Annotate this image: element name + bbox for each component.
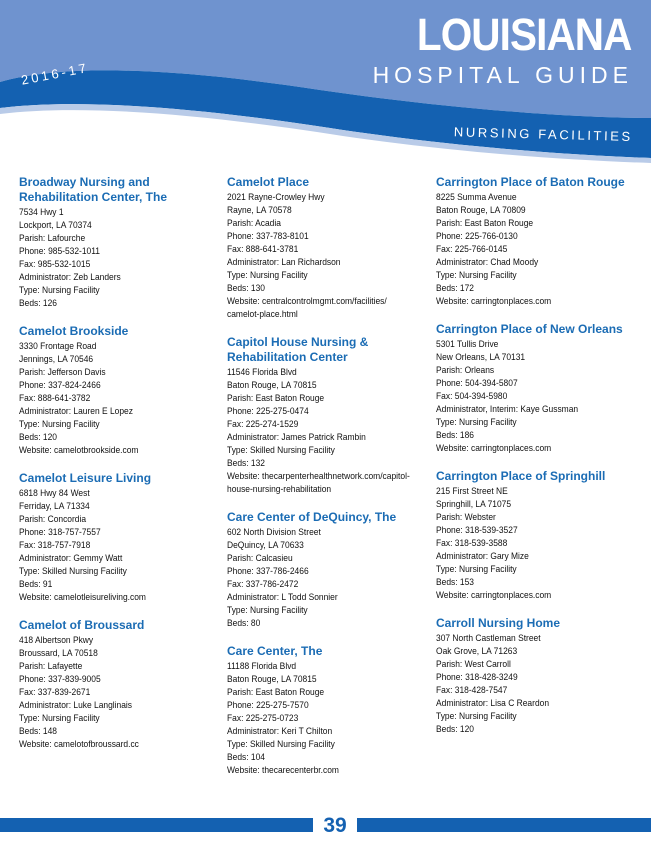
facility-detail: Type: Nursing Facility xyxy=(436,269,517,280)
facility-detail: Parish: Lafourche xyxy=(19,232,86,243)
listing-column-2 xyxy=(227,175,427,791)
facility-entry xyxy=(19,175,219,309)
facility-detail: Baton Rouge, LA 70815 xyxy=(227,673,317,684)
facility-entry xyxy=(436,322,636,454)
facility-name: Camelot of Broussard xyxy=(19,618,145,632)
listing-column-3 xyxy=(436,175,636,750)
facility-detail: 307 North Castleman Street xyxy=(436,632,541,643)
page-number: 39 xyxy=(323,814,347,837)
facility-detail: 3330 Frontage Road xyxy=(19,340,97,351)
facility-entry xyxy=(227,175,427,320)
facility-detail: Fax: 337-839-2671 xyxy=(19,686,91,697)
facility-detail: Type: Nursing Facility xyxy=(19,418,100,429)
facility-detail: 5301 Tullis Drive xyxy=(436,338,499,349)
facility-name: Carroll Nursing Home xyxy=(436,616,561,630)
facility-detail: Lockport, LA 70374 xyxy=(19,219,92,230)
facility-detail: Beds: 126 xyxy=(19,297,58,308)
page-header xyxy=(0,0,651,165)
facility-detail: Fax: 888-641-3782 xyxy=(19,392,91,403)
facility-detail: Type: Nursing Facility xyxy=(227,269,308,280)
facility-entry xyxy=(19,324,219,456)
facility-detail: Website: centralcontrolmgmt.com/facilities/ xyxy=(227,295,387,306)
facility-entry xyxy=(227,644,427,776)
facility-detail: Beds: 130 xyxy=(227,282,266,293)
facility-detail: Ferriday, LA 71334 xyxy=(19,500,90,511)
facility-detail: Baton Rouge, LA 70815 xyxy=(227,379,317,390)
facility-detail: Parish: Concordia xyxy=(19,513,87,524)
facility-detail: Parish: West Carroll xyxy=(436,658,511,669)
facility-detail: Type: Nursing Facility xyxy=(436,416,517,427)
facility-detail: Administrator: Lauren E Lopez xyxy=(19,405,133,416)
facility-detail: Phone: 318-539-3527 xyxy=(436,524,518,535)
facility-detail: Fax: 225-274-1529 xyxy=(227,418,299,429)
facility-detail: Type: Skilled Nursing Facility xyxy=(19,565,127,576)
facility-detail: Fax: 985-532-1015 xyxy=(19,258,91,269)
facility-detail: Fax: 888-641-3781 xyxy=(227,243,299,254)
facility-detail: Administrator: Keri T Chilton xyxy=(227,725,333,736)
facility-detail: Beds: 153 xyxy=(436,576,475,587)
guide-title: LOUISIANA xyxy=(416,9,631,60)
facility-name: Carrington Place of New Orleans xyxy=(436,322,623,336)
facility-detail: Website: carringtonplaces.com xyxy=(436,295,552,306)
facility-detail: Administrator: Luke Langlinais xyxy=(19,699,133,710)
facility-detail: Beds: 148 xyxy=(19,725,58,736)
facility-detail: Website: camelotbrookside.com xyxy=(19,444,139,455)
facility-name: Capitol House Nursing & xyxy=(227,335,369,349)
page-footer xyxy=(0,816,651,836)
facility-detail: Parish: East Baton Rouge xyxy=(436,217,534,228)
facility-detail: Beds: 80 xyxy=(227,617,261,628)
facility-detail: Beds: 91 xyxy=(19,578,53,589)
facility-detail: Fax: 318-757-7918 xyxy=(19,539,91,550)
facility-detail: Phone: 225-275-0474 xyxy=(227,405,309,416)
footer-bar-left xyxy=(0,818,313,832)
facility-detail: 2021 Rayne-Crowley Hwy xyxy=(227,191,325,202)
facility-detail: Phone: 225-766-0130 xyxy=(436,230,518,241)
facility-name: Carrington Place of Baton Rouge xyxy=(436,175,625,189)
facility-detail: Type: Skilled Nursing Facility xyxy=(227,444,335,455)
facility-detail: Phone: 318-757-7557 xyxy=(19,526,101,537)
listing-column-1 xyxy=(19,175,219,765)
facility-detail: Parish: East Baton Rouge xyxy=(227,686,325,697)
facility-detail: 6818 Hwy 84 West xyxy=(19,487,90,498)
facility-detail: Phone: 504-394-5807 xyxy=(436,377,518,388)
facility-detail: Parish: Calcasieu xyxy=(227,552,293,563)
facility-detail: Baton Rouge, LA 70809 xyxy=(436,204,526,215)
facility-detail: Beds: 186 xyxy=(436,429,475,440)
facility-detail: Phone: 337-839-9005 xyxy=(19,673,101,684)
facility-detail: Beds: 104 xyxy=(227,751,266,762)
footer-bar-right xyxy=(357,818,651,832)
facility-detail: Administrator: L Todd Sonnier xyxy=(227,591,338,602)
facility-detail: Phone: 985-532-1011 xyxy=(19,245,101,256)
facility-detail: Type: Nursing Facility xyxy=(19,284,100,295)
facility-detail: Springhill, LA 71075 xyxy=(436,498,512,509)
facility-entry xyxy=(436,175,636,307)
facility-detail: Website: camelotofbroussard.cc xyxy=(19,738,139,749)
facility-detail: Oak Grove, LA 71263 xyxy=(436,645,518,656)
facility-name: Camelot Place xyxy=(227,175,310,189)
facility-entry xyxy=(19,618,219,750)
facility-entry xyxy=(436,469,636,601)
facility-detail: New Orleans, LA 70131 xyxy=(436,351,526,362)
facility-entry xyxy=(19,471,219,603)
facility-name: Care Center of DeQuincy, The xyxy=(227,510,397,524)
facility-detail: Type: Nursing Facility xyxy=(436,710,517,721)
facility-detail: Website: thecarecenterbr.com xyxy=(227,764,339,775)
facility-detail: 215 First Street NE xyxy=(436,485,508,496)
facility-detail: Website: camelotleisureliving.com xyxy=(19,591,146,602)
facility-entry xyxy=(227,335,427,495)
facility-name: Carrington Place of Springhill xyxy=(436,469,606,483)
facility-detail: 11188 Florida Blvd xyxy=(227,660,297,671)
facility-detail: DeQuincy, LA 70633 xyxy=(227,539,304,550)
facility-detail: Broussard, LA 70518 xyxy=(19,647,98,658)
facility-detail: Administrator: Zeb Landers xyxy=(19,271,121,282)
facility-detail: Jennings, LA 70546 xyxy=(19,353,94,364)
facility-detail: camelot-place.html xyxy=(227,308,298,319)
facility-detail: Beds: 172 xyxy=(436,282,475,293)
facility-detail: Phone: 337-783-8101 xyxy=(227,230,309,241)
section-title: NURSING FACILITIES xyxy=(453,124,634,144)
facility-detail: Parish: East Baton Rouge xyxy=(227,392,325,403)
facility-detail: Rayne, LA 70578 xyxy=(227,204,292,215)
facility-name: Camelot Leisure Living xyxy=(19,471,152,485)
facility-detail: Phone: 337-786-2466 xyxy=(227,565,309,576)
facility-detail: Type: Nursing Facility xyxy=(436,563,517,574)
facility-name: Rehabilitation Center xyxy=(227,350,348,364)
facility-detail: Fax: 225-275-0723 xyxy=(227,712,299,723)
guide-year: 2016-17 xyxy=(19,59,91,88)
facility-detail: Parish: Lafayette xyxy=(19,660,83,671)
facility-detail: Beds: 132 xyxy=(227,457,266,468)
facility-detail: Phone: 337-824-2466 xyxy=(19,379,101,390)
facility-detail: Administrator: Gary Mize xyxy=(436,550,529,561)
facility-detail: Phone: 225-275-7570 xyxy=(227,699,309,710)
facility-detail: Administrator: Chad Moody xyxy=(436,256,539,267)
facility-detail: Administrator: James Patrick Rambin xyxy=(227,431,366,442)
facility-detail: Beds: 120 xyxy=(436,723,475,734)
facility-name: Camelot Brookside xyxy=(19,324,129,338)
facility-name: Broadway Nursing and xyxy=(19,175,150,189)
facility-detail: 602 North Division Street xyxy=(227,526,321,537)
facility-detail: 11546 Florida Blvd xyxy=(227,366,297,377)
facility-detail: Administrator, Interim: Kaye Gussman xyxy=(436,403,579,414)
facility-detail: Fax: 337-786-2472 xyxy=(227,578,299,589)
facility-detail: Website: thecarpenterhealthnetwork.com/capitol- xyxy=(227,470,410,481)
facility-detail: Parish: Orleans xyxy=(436,364,495,375)
facility-detail: Type: Nursing Facility xyxy=(19,712,100,723)
facility-detail: 8225 Summa Avenue xyxy=(436,191,517,202)
facility-detail: Administrator: Lisa C Reardon xyxy=(436,697,550,708)
facility-name: Care Center, The xyxy=(227,644,323,658)
facility-detail: Fax: 318-428-7547 xyxy=(436,684,508,695)
facility-detail: Phone: 318-428-3249 xyxy=(436,671,518,682)
guide-subtitle: HOSPITAL GUIDE xyxy=(372,62,633,88)
facility-detail: 418 Albertson Pkwy xyxy=(19,634,94,645)
facility-detail: Administrator: Gemmy Watt xyxy=(19,552,123,563)
facility-detail: Fax: 318-539-3588 xyxy=(436,537,508,548)
facility-detail: Fax: 504-394-5980 xyxy=(436,390,508,401)
facility-detail: Type: Skilled Nursing Facility xyxy=(227,738,335,749)
facility-entry xyxy=(227,510,427,629)
facility-detail: Parish: Acadia xyxy=(227,217,281,228)
facility-entry xyxy=(436,616,636,735)
facility-detail: Beds: 120 xyxy=(19,431,58,442)
facility-detail: Parish: Jefferson Davis xyxy=(19,366,106,377)
facility-detail: Website: carringtonplaces.com xyxy=(436,589,552,600)
facility-detail: house-nursing-rehabilitation xyxy=(227,483,332,494)
facility-detail: Parish: Webster xyxy=(436,511,496,522)
facility-detail: Type: Nursing Facility xyxy=(227,604,308,615)
facility-detail: Fax: 225-766-0145 xyxy=(436,243,508,254)
facility-detail: 7534 Hwy 1 xyxy=(19,206,64,217)
facility-detail: Administrator: Lan Richardson xyxy=(227,256,341,267)
facility-detail: Website: carringtonplaces.com xyxy=(436,442,552,453)
facility-name: Rehabilitation Center, The xyxy=(19,190,168,204)
